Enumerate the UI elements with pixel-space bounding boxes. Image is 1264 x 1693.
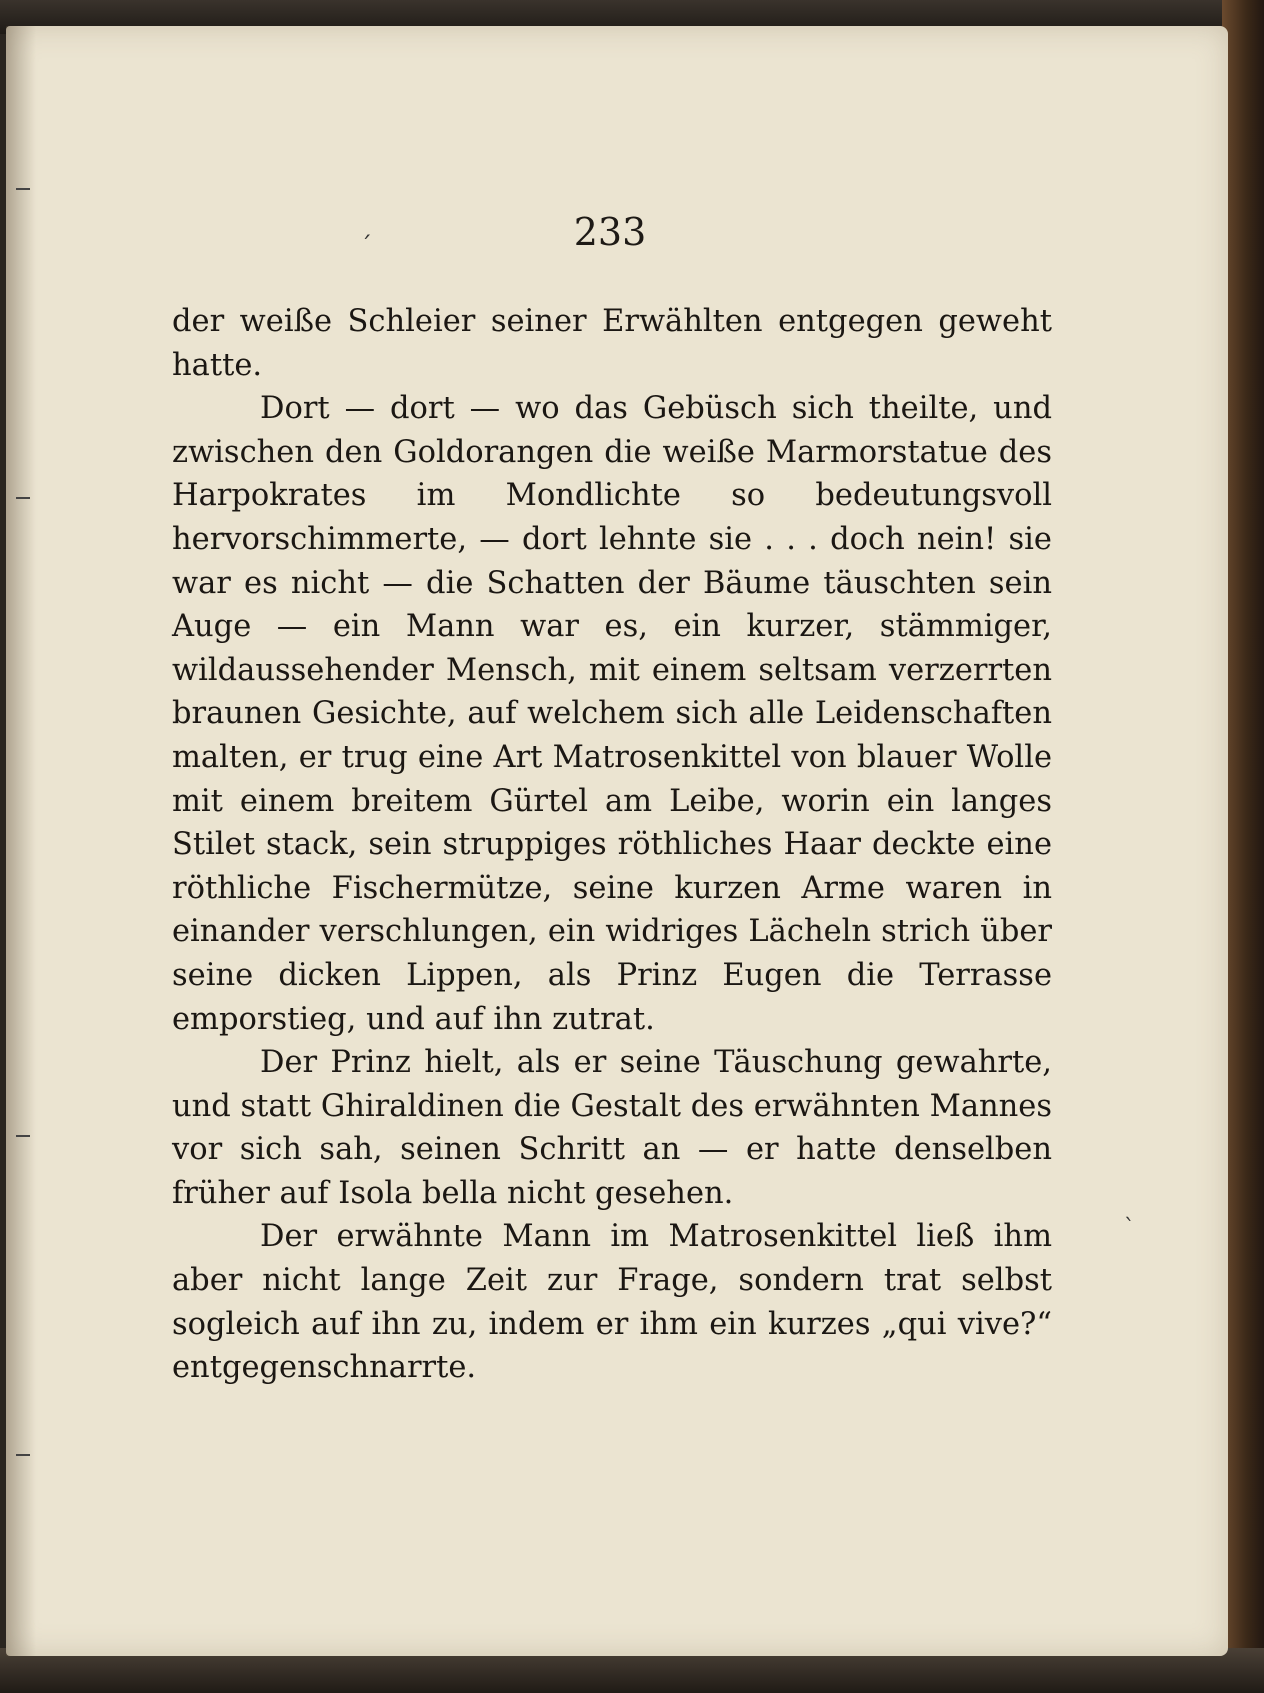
page-gutter [6,26,36,1656]
paragraph: Der Prinz hielt, als er seine Täuschung gewahrte, und statt Ghiraldinen die Gestalt des erwähnten Mannes vor sich sah, seinen Schritt an — er hatte denselben früher auf Isola bella nicht gesehen. [172,1045,1052,1211]
binding-mark [16,1135,30,1137]
binding-mark [16,188,30,190]
stray-ink-mark: ˋ [1124,1216,1135,1241]
stray-ink-mark: ˊ [360,232,372,260]
paragraph: Dort — dort — wo das Gebüsch sich theilte, und zwischen den Goldorangen die weiße Marmorstatue des Harpokrates im Mondlichte so bedeutungsvoll hervorschimmerte, — dort lehnte sie . . . doch nein! sie war es nicht — die Schatten der Bäume täuschten sein Auge — ein Mann war es, ein kurzer, stämmiger, wildaussehender Mensch, mit einem seltsam verzerrten braunen Gesichte, auf welchem sich alle Leidenschaften malten, er trug eine Art Matrosenkittel von blauer Wolle mit einem breitem Gürtel am Leibe, worin ein langes Stilet stack, sein struppiges röthliches Haar deckte eine röthliche Fischermütze, seine kurzen Arme waren in einander verschlungen, ein widriges Lächeln strich über seine dicken Lippen, als Prinz Eugen die Terrasse emporstieg, und auf ihn zutrat. [172,391,1052,1037]
paragraph: der weiße Schleier seiner Erwählten entgegen geweht hatte. [172,304,1052,383]
page-number: 233 [573,210,647,254]
binding-mark [16,1454,30,1456]
page-body-text [172,300,1052,1390]
binding-mark [16,497,30,499]
book-cover-right-edge [1222,0,1264,1693]
paragraph: Der erwähnte Mann im Matrosenkittel ließ ihm aber nicht lange Zeit zur Frage, sondern trat selbst sogleich auf ihn zu, indem er ihm ein kurzes „qui vive?“ entgegenschnarrte. [172,1219,1052,1386]
